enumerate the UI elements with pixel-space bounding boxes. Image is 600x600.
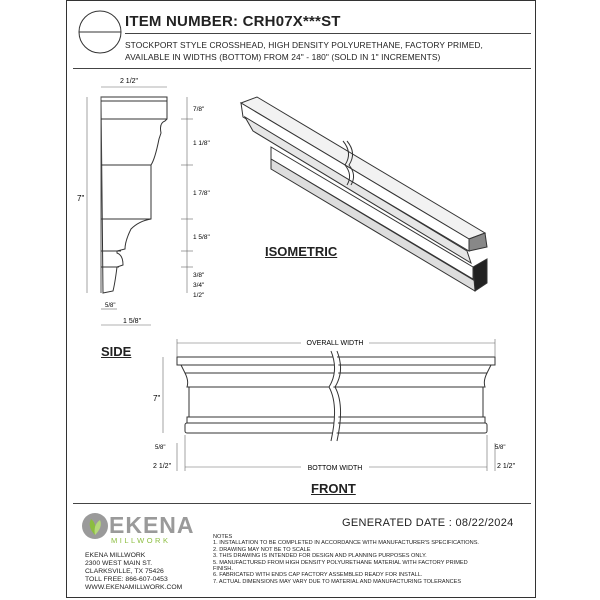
- side-dim-7: 1/2": [193, 292, 205, 299]
- note-line: NOTES: [213, 534, 233, 540]
- item-description: STOCKPORT STYLE CROSSHEAD, HIGH DENSITY POLYURETHANE, FACTORY PRIMED, AVAILABLE IN WIDTHS (BOTTOM) FROM 24" - 180" (SOLD IN 1" INCREMENTS): [125, 40, 483, 62]
- drawing-sheet: [66, 0, 536, 598]
- company-line: EKENA MILLWORK: [85, 552, 146, 559]
- overall-width-label: OVERALL WIDTH: [306, 340, 364, 347]
- notes-block: [213, 534, 533, 585]
- side-bottom-small-dim: 5/8": [105, 303, 116, 309]
- note-line: 6. FABRICATED WITH ENDS CAP FACTORY ASSEMBLED READY FOR INSTALL.: [213, 572, 423, 579]
- footer-divider: [73, 503, 531, 504]
- generated-date: GENERATED DATE : 08/22/2024: [342, 517, 514, 529]
- side-top-width-dim: 2 1/2": [119, 78, 139, 85]
- company-address: [85, 552, 182, 592]
- note-line: FINISH.: [213, 566, 233, 573]
- front-view-label: FRONT: [311, 481, 356, 496]
- side-dim-1: 7/8": [193, 106, 205, 113]
- front-height-dim: 7": [153, 394, 161, 403]
- title-divider: [125, 33, 531, 34]
- front-view-drawing: [151, 331, 516, 491]
- item-number-title: ITEM NUMBER: CRH07X***ST: [125, 13, 341, 30]
- front-right-return-dim: 2 1/2": [497, 463, 516, 470]
- side-dim-6: 3/4": [193, 282, 205, 289]
- brand-subtitle: MILLWORK: [111, 536, 171, 545]
- company-line: TOLL FREE: 866-607-0453: [85, 576, 168, 583]
- note-line: 5. MANUFACTURED FROM HIGH DENSITY POLYURETHANE MATERIAL WITH FACTORY PRIMED: [213, 559, 468, 566]
- side-dim-3: 1 7/8": [193, 190, 210, 197]
- side-dim-2: 1 1/8": [193, 140, 210, 147]
- side-dim-5: 3/8": [193, 272, 205, 279]
- company-line: CLARKSVILLE, TX 75426: [85, 568, 164, 575]
- company-line: 2300 WEST MAIN ST.: [85, 560, 153, 567]
- note-line: 7. ACTUAL DIMENSIONS MAY VARY DUE TO MATERIAL AND MANUFACTURING TOLERANCES: [213, 578, 462, 585]
- side-view-drawing: [67, 69, 227, 369]
- company-line: WWW.EKENAMILLWORK.COM: [85, 584, 183, 591]
- brand-name: EKENA: [109, 512, 195, 538]
- isometric-view-label: ISOMETRIC: [265, 244, 338, 259]
- front-left-small-dim: 5/8": [155, 445, 166, 451]
- front-left-return-dim: 2 1/2": [153, 463, 172, 470]
- side-bottom-width-dim: 1 5/8": [123, 318, 142, 325]
- side-view-label: SIDE: [101, 344, 132, 359]
- title-circle-icon: [77, 9, 123, 55]
- note-line: 1. INSTALLATION TO BE COMPLETED IN ACCORDANCE WITH MANUFACTURER'S SPECIFICATIONS.: [213, 540, 479, 547]
- side-dim-4: 1 5/8": [193, 234, 210, 241]
- ekena-leaf-logo-icon: [81, 511, 109, 541]
- front-right-small-dim: 5/8": [495, 445, 506, 451]
- note-line: 3. THIS DRAWING IS INTENDED FOR DESIGN AND PLANNING PURPOSES ONLY.: [213, 553, 427, 560]
- note-line: 2. DRAWING MAY NOT BE TO SCALE: [213, 546, 311, 553]
- bottom-width-label: BOTTOM WIDTH: [307, 465, 363, 472]
- side-height-dim: 7": [77, 194, 85, 203]
- isometric-view-drawing: [235, 91, 495, 291]
